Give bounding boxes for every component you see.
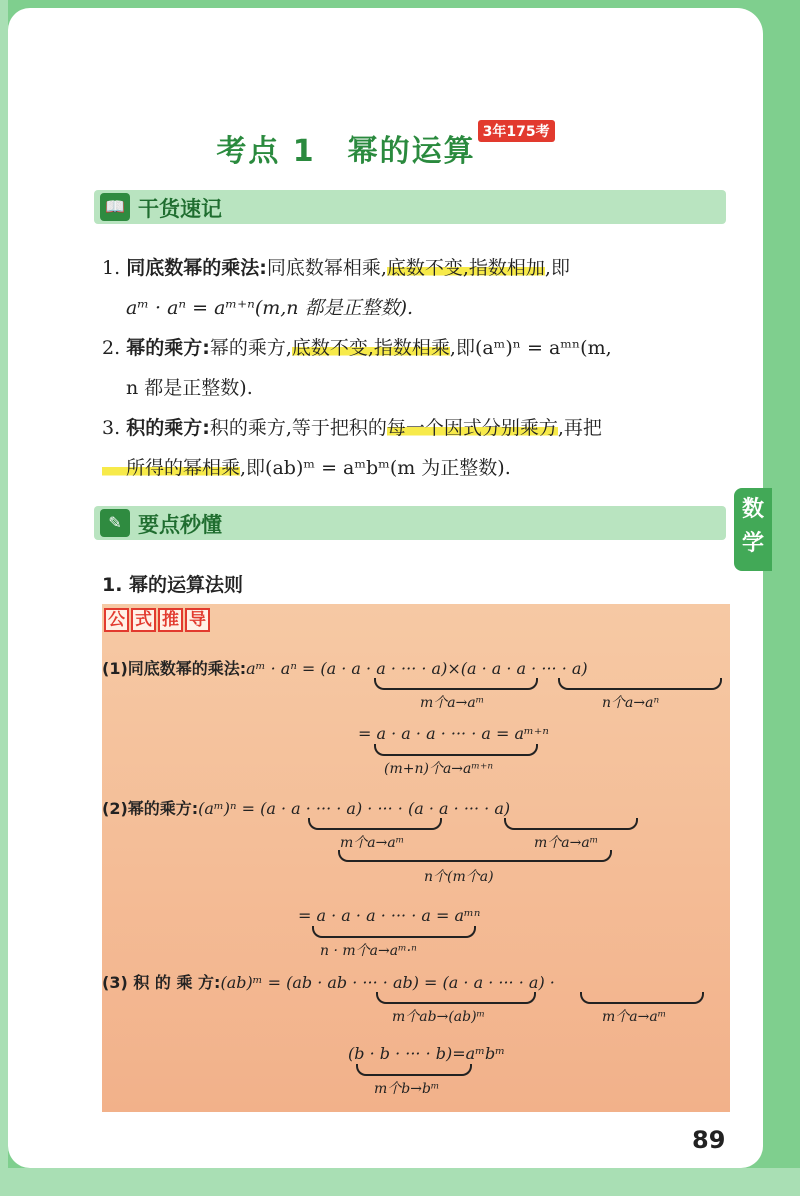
label-char: 推 [158,608,183,632]
brace-label: m个a→aᵐ [534,835,599,851]
note-icon: ✎ [100,509,130,537]
textbook-page [8,8,763,1168]
formula-line-1 [102,656,588,679]
underbrace [308,818,442,830]
rule-formula: ,即(ab)ᵐ = aᵐbᵐ(m 为正整数). [240,457,511,479]
brace-label: m个a→aᵐ [602,1009,667,1025]
formula-heading: (3) 积 的 乘 方: [102,973,221,992]
brace-label: m个a→aᵐ [340,835,405,851]
rule-highlight: 底数不变,指数相乘 [291,337,450,359]
derivation-box [102,604,730,1112]
formula-line-5 [102,970,555,993]
underbrace [338,850,612,862]
exam-count-badge: 3年175考 [478,120,555,142]
rule-text: ,即 [544,257,570,279]
title-text: 考点 1 幂的运算 [216,134,476,169]
brace-label: n个a→aⁿ [602,695,660,711]
underbrace [374,744,538,756]
rule-text: ,再把 [557,417,602,439]
page-bottom-band [0,1168,800,1196]
formula-heading: (1)同底数幂的乘法: [102,659,247,678]
formula-heading: (2)幂的乘方: [102,799,199,818]
rule-number: 2. [102,337,121,359]
underbrace [580,992,704,1004]
rule-number: 3. [102,417,121,439]
label-char: 导 [185,608,210,632]
formula-text: = a · a · a · ··· · a = aᵐ⁺ⁿ [358,724,549,743]
section-label: 干货速记 [138,197,222,221]
rule-text: 积的乘方,等于把积的 [209,417,387,439]
underbrace [312,926,476,938]
underbrace [356,1064,472,1076]
rule-heading: 同底数幂的乘法 [126,257,260,279]
formula-text: (aᵐ)ⁿ = (a · a · ··· · a) · ··· · (a · a · ··· · a) [198,799,511,818]
formula-line-3 [102,796,510,819]
page-title [8,126,763,170]
formula-text: aᵐ · aⁿ = (a · a · a · ··· · a)×(a · a · a · ··· · a) [246,659,588,678]
underbrace [504,818,638,830]
underbrace [376,992,536,1004]
rule-text: 同底数幂相乘, [266,257,387,279]
brace-label: n · m个a→aᵐ·ⁿ [320,943,417,959]
rule-text: ,即(aᵐ)ⁿ = aᵐⁿ(m, [449,337,612,359]
rule-item-1: 1. 同底数幂的乘法:同底数幂相乘,底数不变,指数相加,即 aᵐ · aⁿ = aᵐ⁺ⁿ(m,n 都是正整数). [102,257,570,319]
section-bar-key-points [94,190,726,224]
tab-char: 数 [741,497,764,522]
section-label: 要点秒懂 [138,513,222,537]
rule-heading: 幂的乘方 [126,337,203,359]
rule-formula: n 都是正整数). [126,377,253,399]
formula-text: = a · a · a · ··· · a = aᵐⁿ [298,906,481,925]
label-char: 公 [104,608,129,632]
section-bar-understand [94,506,726,540]
brace-label: m个ab→(ab)ᵐ [392,1009,486,1025]
rule-highlight: 每一个因式分别乘方 [386,417,558,439]
underbrace [558,678,722,690]
rule-item-3: 3. 积的乘方:积的乘方,等于把积的每一个因式分别乘方,再把 所得的幂相乘,即(ab)ᵐ = aᵐbᵐ(m 为正整数). [102,417,602,479]
brace-label: m个a→aᵐ [420,695,485,711]
book-icon: 📖 [100,193,130,221]
subject-tab-math [734,488,772,571]
rule-item-2: 2. 幂的乘方:幂的乘方,底数不变,指数相乘,即(aᵐ)ⁿ = aᵐⁿ(m, n 都是正整数). [102,337,612,399]
derivation-label [104,608,212,632]
rule-heading: 积的乘方 [126,417,203,439]
label-char: 式 [131,608,156,632]
formula-text: (b · b · ··· · b)=aᵐbᵐ [348,1044,506,1063]
page-gutter [0,0,8,1196]
formula-line-6 [348,1044,505,1063]
rule-highlight: 底数不变,指数相加 [386,257,545,279]
brace-label: n个(m个a) [424,869,494,885]
rule-highlight: 所得的幂相乘 [102,457,240,479]
rule-number: 1. [102,257,121,279]
brace-label: (m+n)个a→aᵐ⁺ⁿ [384,761,494,777]
formula-text: (ab)ᵐ = (ab · ab · ··· · ab) = (a · a · ··· · a) · [220,973,555,992]
subheading-text: 1. 幂的运算法则 [102,574,244,596]
rule-formula: aᵐ · aⁿ = aᵐ⁺ⁿ(m,n 都是正整数). [126,297,414,319]
formula-line-2 [358,724,549,743]
page-number: 89 [692,1126,726,1154]
rule-text: 幂的乘方, [209,337,292,359]
underbrace [374,678,538,690]
subheading [102,570,243,597]
tab-char: 学 [741,531,764,556]
brace-label: m个b→bᵐ [374,1081,440,1097]
formula-line-4 [298,906,480,925]
